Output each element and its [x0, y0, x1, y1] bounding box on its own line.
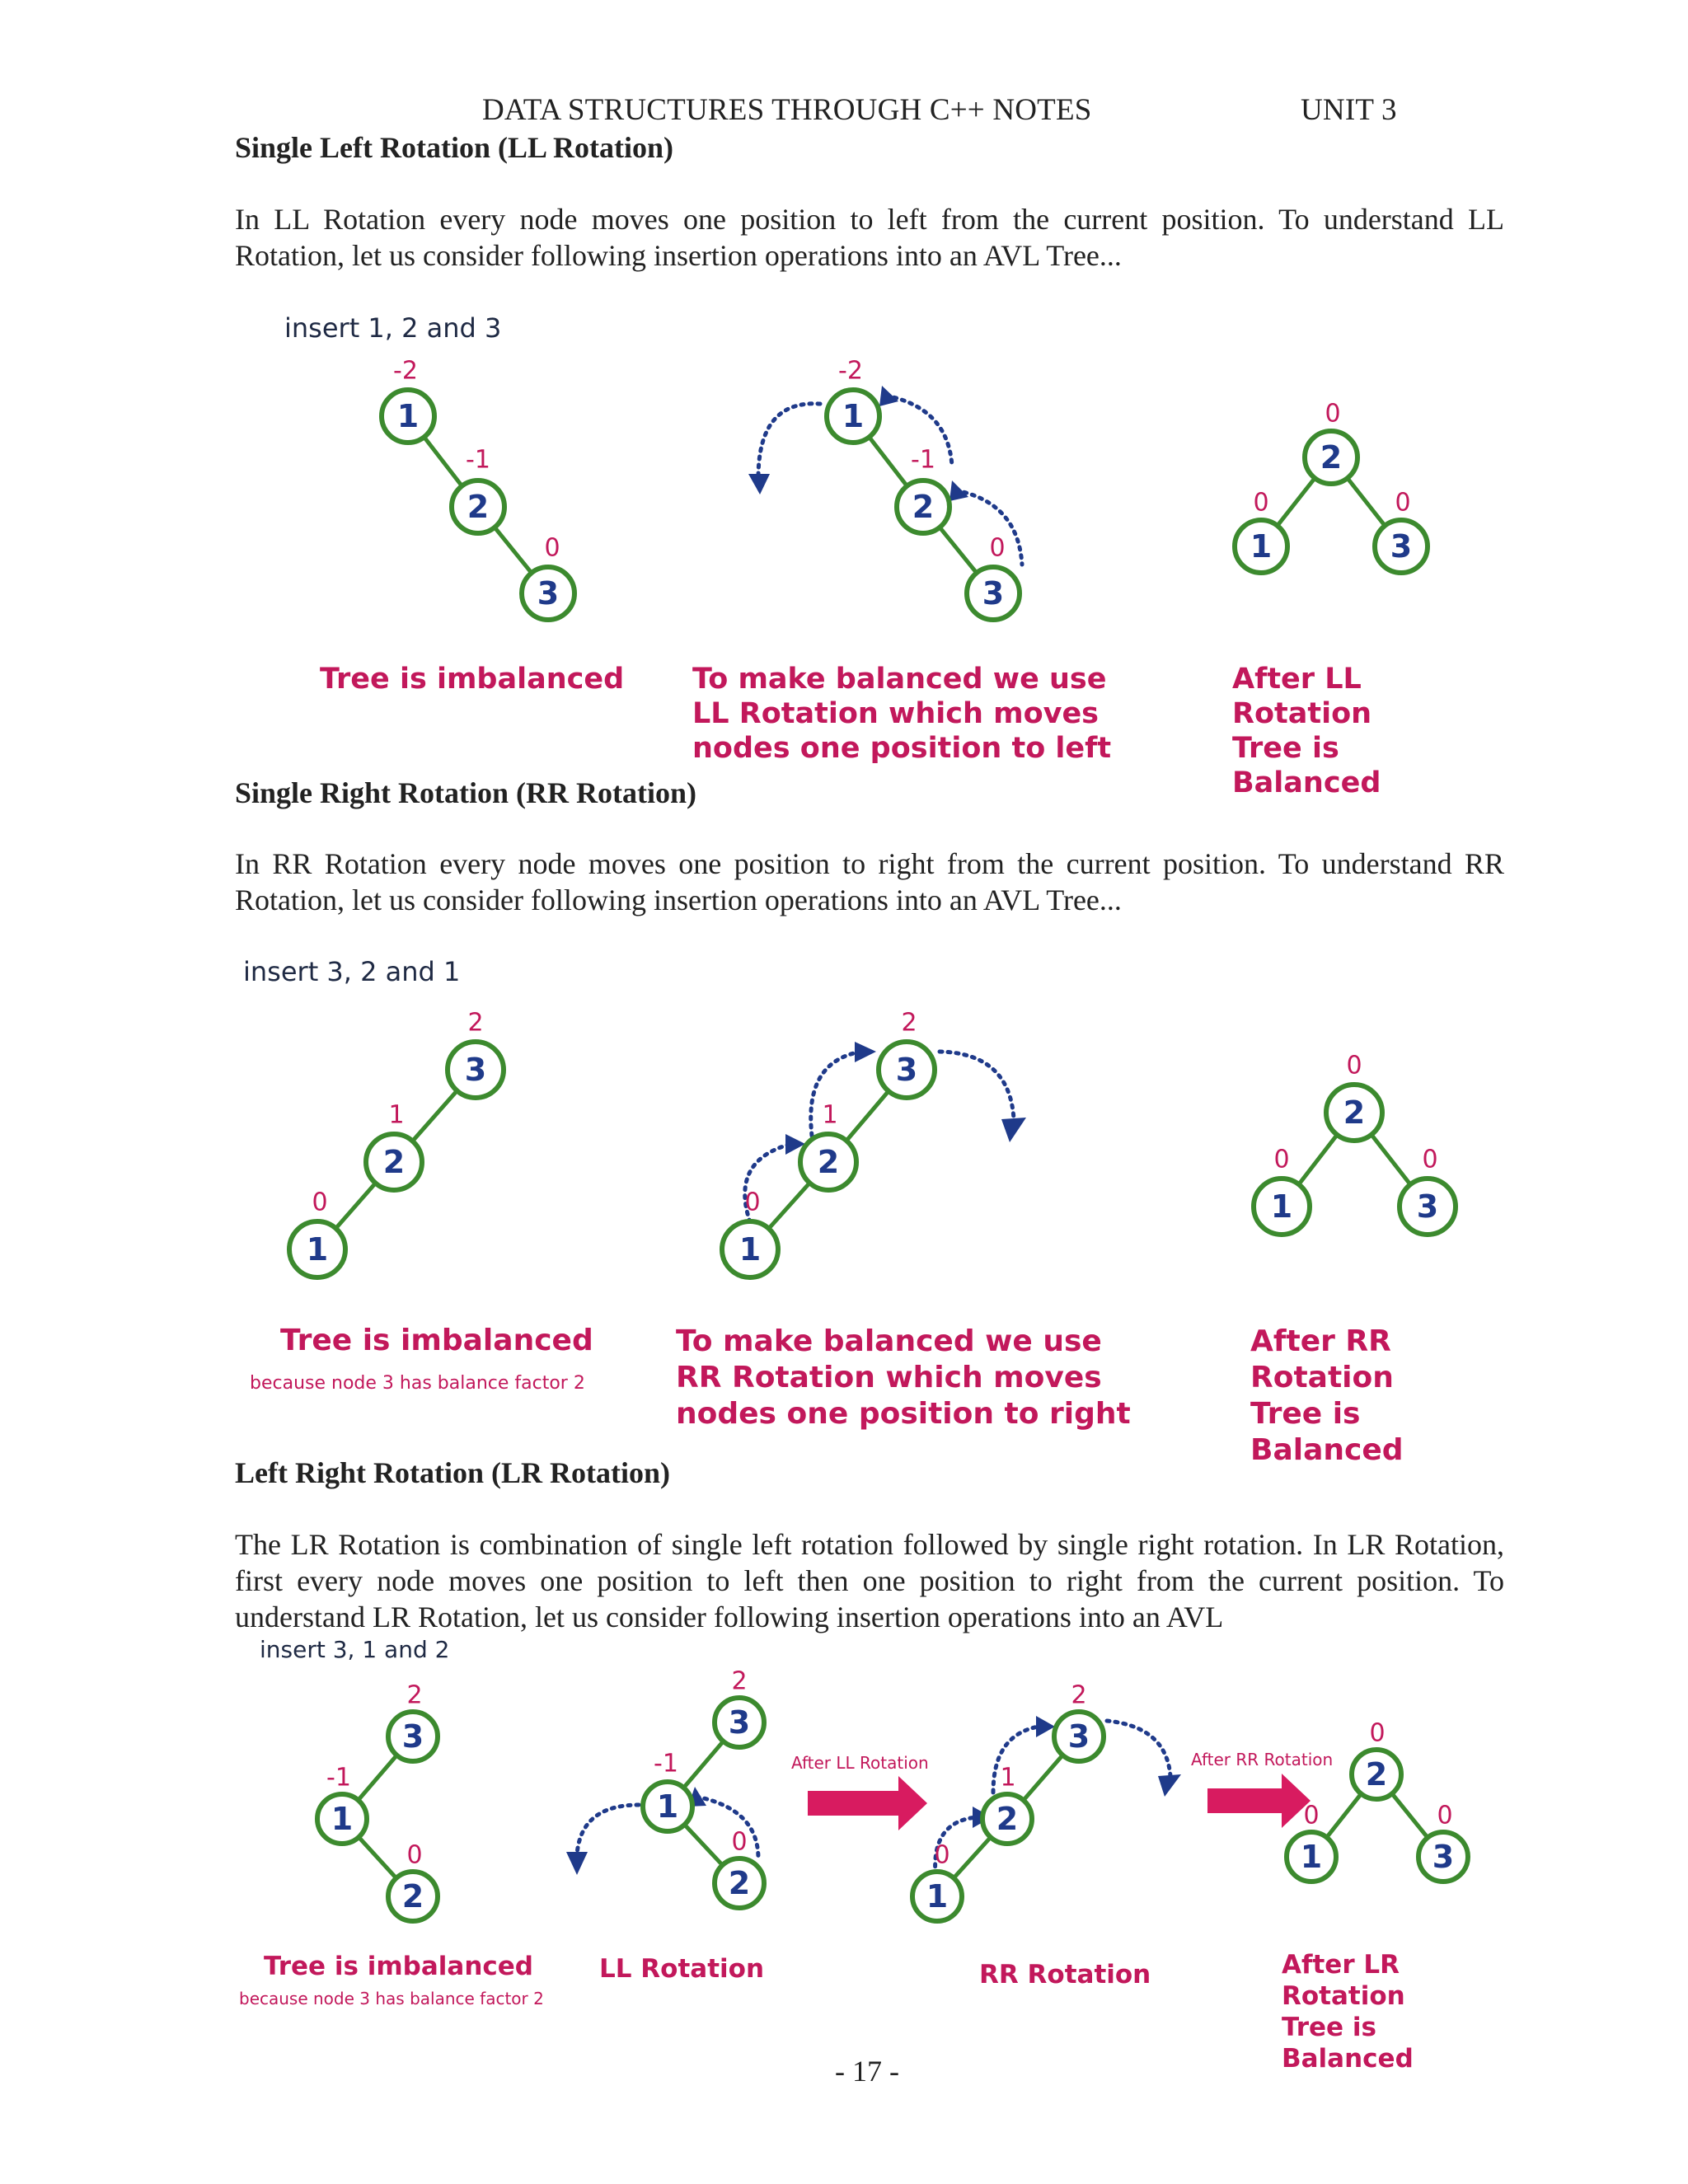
section-paragraph-lr: The LR Rotation is combination of single left rotation followed by single right rotation. In LR Rotation, first every node moves one position to left then one position to right from the current position. To understand LR Rotation, let us consider following insertion operations into an AVL	[235, 1528, 1504, 1633]
node-label: 2	[728, 1865, 751, 1901]
node-label: 2	[467, 489, 490, 525]
section-heading-ll: Single Left Rotation (LL Rotation)	[235, 131, 674, 164]
tree-ll-rotation	[566, 1667, 764, 1909]
balance-factor: 1	[388, 1100, 405, 1130]
node-label: 2	[912, 489, 935, 525]
insert-label: insert 3, 2 and 1	[243, 956, 461, 987]
transition-arrow	[1207, 1774, 1311, 1828]
caption-balanced: After RR Rotation Tree is Balanced	[1250, 1324, 1404, 1467]
caption-balanced: After LL Rotation Tree is Balanced	[1232, 663, 1381, 799]
page-header-unit: UNIT 3	[1301, 93, 1397, 127]
lr-trees-diagram	[227, 1636, 1500, 1933]
caption-imbalanced: Tree is imbalanced	[320, 663, 625, 696]
tree-balanced	[1287, 1719, 1468, 1882]
section-heading-rr: Single Right Rotation (RR Rotation)	[235, 776, 697, 809]
node-label: 1	[1270, 1188, 1293, 1225]
balance-factor: 2	[901, 1008, 917, 1038]
figure-rr-rotation	[235, 946, 1488, 1467]
balance-factor: -1	[654, 1749, 678, 1779]
node-label: 3	[1432, 1839, 1455, 1875]
rr-trees-diagram	[235, 946, 1488, 1317]
node-label: 1	[842, 398, 865, 434]
node-label: 2	[401, 1878, 424, 1915]
arrowhead	[855, 1042, 876, 1062]
tree-balanced	[1254, 1052, 1456, 1235]
tree-imbalanced	[382, 357, 574, 621]
transition-arrow	[808, 1776, 927, 1830]
caption-imbalanced: Tree is imbalanced	[264, 1952, 533, 1981]
caption-ll-rotation: LL Rotation	[599, 1954, 765, 1984]
caption-rr-rotation: To make balanced we use RR Rotation which moves nodes one position to right	[676, 1324, 1131, 1431]
balance-factor: 0	[1253, 488, 1269, 518]
node-label: 2	[1365, 1756, 1388, 1793]
node-label: 1	[1250, 528, 1273, 565]
arrow-label-ll: After LL Rotation	[791, 1753, 929, 1773]
node-label: 1	[396, 398, 420, 434]
node-label: 2	[1343, 1094, 1366, 1131]
balance-factor: 2	[467, 1008, 484, 1038]
balance-factor: 0	[312, 1188, 328, 1217]
node-label: 3	[982, 575, 1005, 612]
node-label: 3	[401, 1718, 424, 1755]
caption-imbalanced: Tree is imbalanced	[280, 1324, 593, 1357]
section-paragraph-rr: In RR Rotation every node moves one position to right from the current position. To understand RR Rotation, let us consider following insertion operations into an AVL Tree...	[235, 847, 1504, 916]
rotation-arrow	[1107, 1721, 1170, 1776]
page-header-title: DATA STRUCTURES THROUGH C++ NOTES	[482, 93, 1092, 127]
tree-imbalanced	[289, 1009, 504, 1278]
balance-factor: -1	[466, 445, 490, 475]
node-label: 1	[926, 1878, 949, 1915]
caption-subtext: because node 3 has balance factor 2	[239, 1989, 544, 2008]
balance-factor: 2	[1071, 1680, 1087, 1710]
node-label: 3	[1067, 1718, 1090, 1755]
node-label: 1	[306, 1231, 329, 1268]
balance-factor: 0	[934, 1840, 950, 1870]
arrowhead	[748, 474, 770, 494]
node-label: 2	[817, 1144, 840, 1180]
section-paragraph-ll: In LL Rotation every node moves one position to left from the current position. To understand LL Rotation, let us consider following insertion operations into an AVL Tree...	[235, 203, 1504, 272]
balance-factor: 1	[822, 1100, 838, 1130]
node-label: 1	[656, 1788, 679, 1825]
node-label: 1	[331, 1801, 354, 1837]
tree-balanced	[1235, 400, 1428, 574]
rotation-arrow	[758, 404, 820, 478]
node-label: 2	[996, 1801, 1019, 1837]
tree-rr-rotating	[722, 1009, 1026, 1278]
insert-label: insert 1, 2 and 3	[284, 312, 502, 344]
balance-factor: 0	[1422, 1145, 1438, 1174]
page-number: - 17 -	[835, 2055, 899, 2088]
node-label: 2	[382, 1144, 406, 1180]
node-label: 3	[1390, 528, 1413, 565]
node-label: 3	[464, 1052, 487, 1088]
node-label: 3	[1416, 1188, 1439, 1225]
balance-factor: 0	[744, 1188, 761, 1217]
tree-ll-rotating	[748, 357, 1022, 621]
arrowhead	[1001, 1118, 1026, 1142]
node-label: 1	[1300, 1839, 1323, 1875]
arrowhead	[566, 1852, 588, 1875]
balance-factor: 0	[731, 1827, 748, 1857]
caption-subtext: because node 3 has balance factor 2	[250, 1373, 585, 1394]
node-label: 1	[738, 1231, 762, 1268]
balance-factor: 0	[544, 533, 560, 563]
insert-label: insert 3, 1 and 2	[260, 1636, 450, 1663]
balance-factor: 0	[1273, 1145, 1290, 1174]
tree-imbalanced	[317, 1681, 438, 1922]
tree-rr-rotation	[912, 1681, 1181, 1922]
balance-factor: 0	[1437, 1801, 1453, 1830]
section-heading-lr: Left Right Rotation (LR Rotation)	[235, 1456, 670, 1489]
balance-factor: 2	[406, 1680, 423, 1710]
node-label: 3	[728, 1704, 751, 1741]
balance-factor: 1	[1000, 1763, 1016, 1793]
balance-factor: 0	[1346, 1051, 1362, 1080]
balance-factor: -1	[326, 1763, 351, 1793]
caption-ll-rotation: To make balanced we use LL Rotation which moves nodes one position to left	[692, 663, 1112, 765]
balance-factor: -1	[911, 445, 935, 475]
balance-factor: 0	[1303, 1801, 1320, 1830]
node-label: 3	[537, 575, 560, 612]
balance-factor: 0	[1369, 1718, 1386, 1748]
rotation-arrow	[577, 1805, 639, 1854]
caption-rr-rotation: RR Rotation	[979, 1960, 1151, 1990]
balance-factor: -2	[838, 356, 863, 386]
balance-factor: 2	[731, 1666, 748, 1696]
node-label: 2	[1320, 439, 1343, 476]
arrowhead	[1158, 1774, 1181, 1797]
balance-factor: -2	[393, 356, 418, 386]
caption-balanced: After LR Rotation Tree is Balanced	[1282, 1950, 1414, 2074]
ll-trees-diagram	[272, 301, 1475, 680]
balance-factor: 0	[1325, 399, 1341, 429]
balance-factor: 0	[406, 1840, 423, 1870]
balance-factor: 0	[1395, 488, 1411, 518]
node-label: 3	[895, 1052, 918, 1088]
arrow-label-rr: After RR Rotation	[1191, 1750, 1334, 1769]
balance-factor: 0	[989, 533, 1006, 563]
rotation-arrow	[940, 1052, 1014, 1119]
